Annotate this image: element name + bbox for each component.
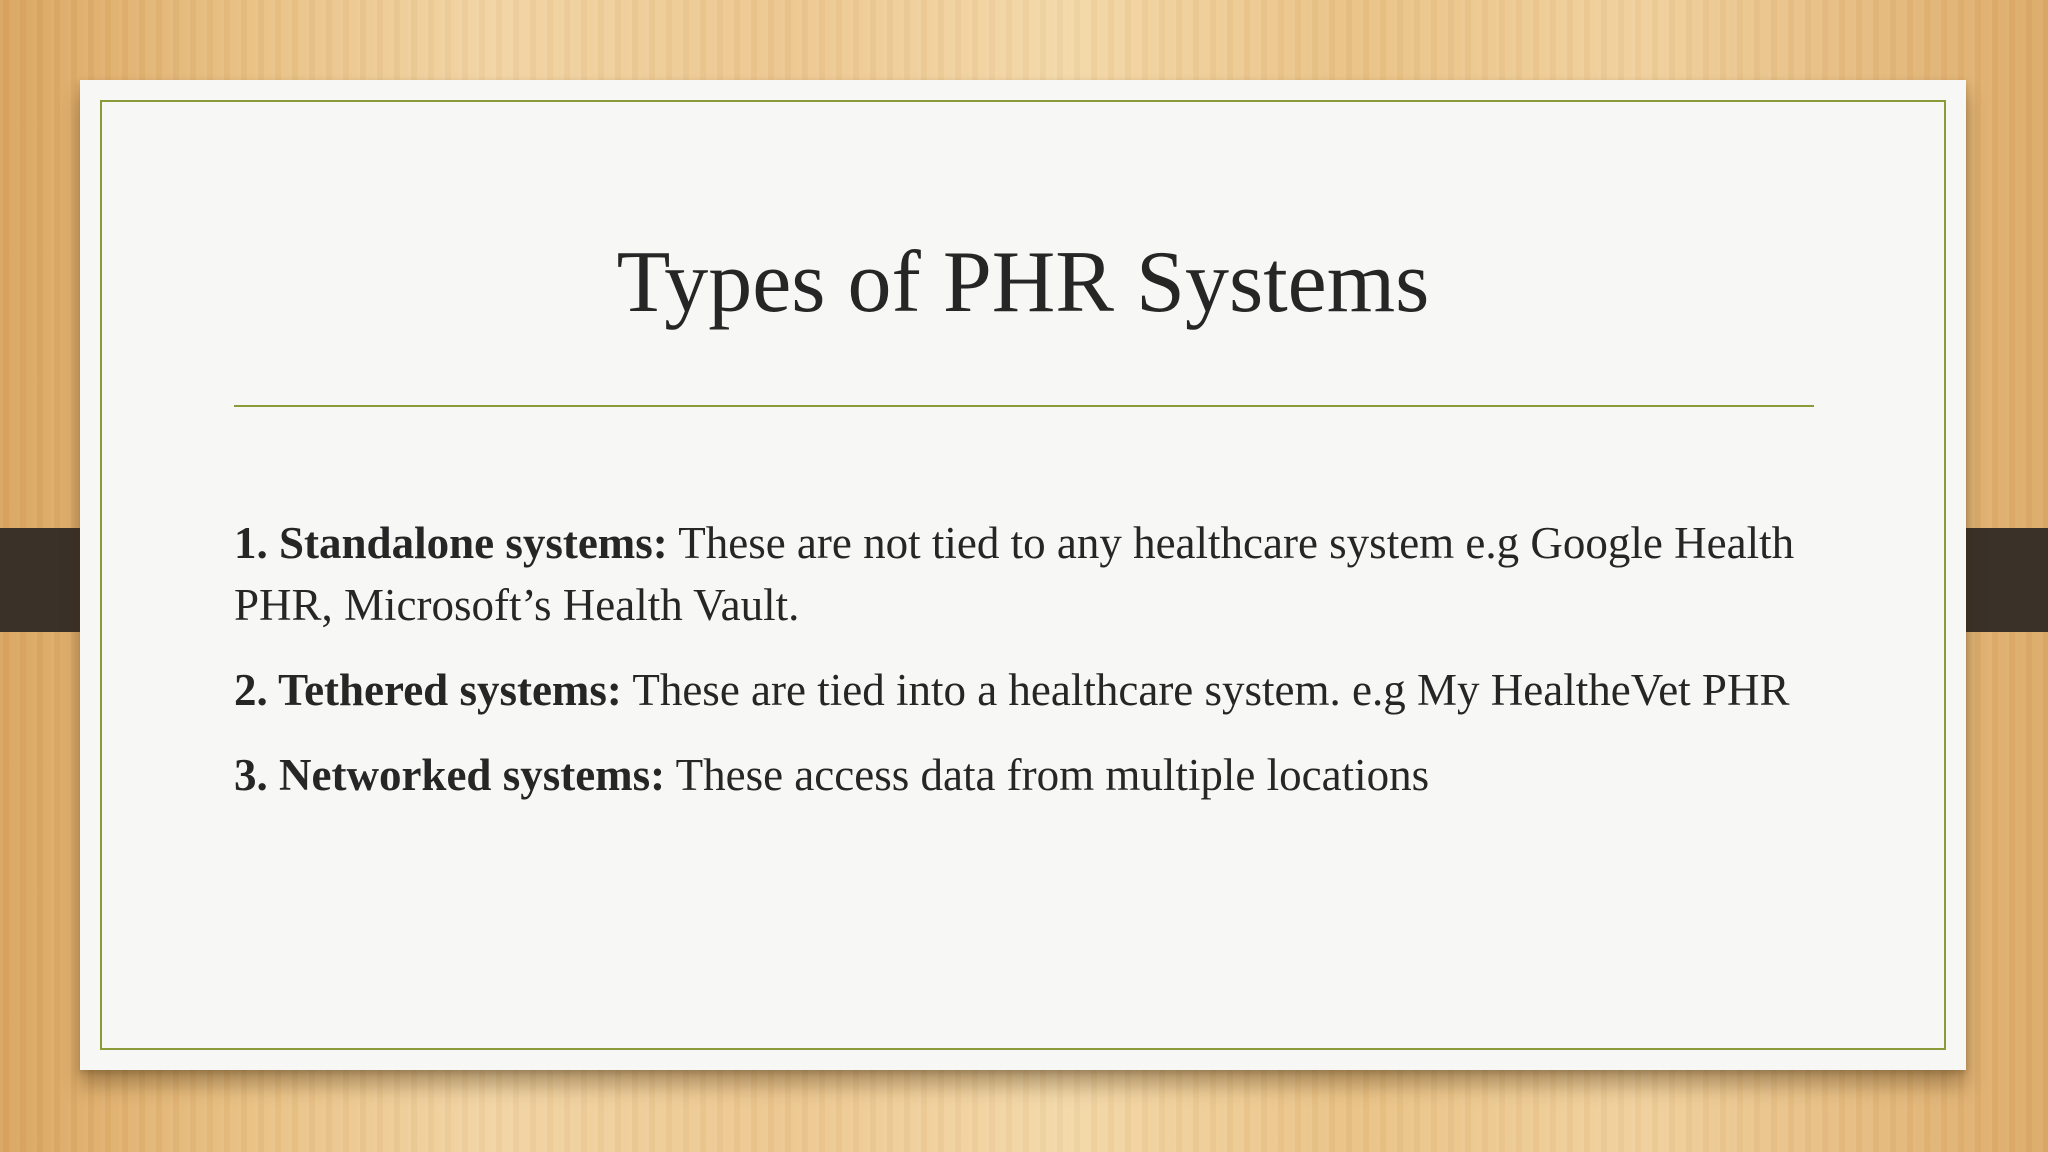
- point-label: 2. Tethered systems:: [234, 665, 622, 715]
- point-tethered-systems: [234, 659, 1834, 721]
- point-text: These access data from multiple locations: [675, 750, 1430, 800]
- point-label: 1. Standalone systems:: [234, 518, 668, 568]
- point-label: 3. Networked systems:: [234, 750, 666, 800]
- point-networked-systems: [234, 744, 1834, 806]
- point-text: These are tied into a healthcare system. e.g My HealtheVet PHR: [632, 665, 1790, 715]
- point-standalone-systems: [234, 512, 1834, 636]
- slide-content: [234, 512, 1834, 829]
- slide-card: [80, 80, 1966, 1070]
- point-text: These are not tied to any healthcare system e.g Google Health PHR, Microsoft’s Health Vault.: [234, 518, 1795, 630]
- title-divider: [234, 405, 1814, 407]
- slide-title: Types of PHR Systems: [616, 234, 1430, 331]
